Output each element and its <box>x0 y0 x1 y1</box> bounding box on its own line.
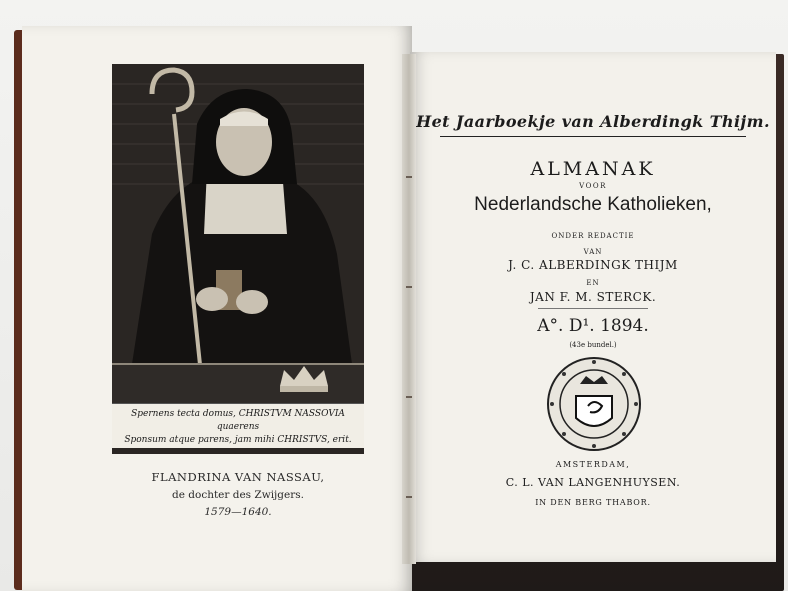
title-page <box>410 52 776 562</box>
title-voor: VOOR <box>579 182 607 190</box>
editor-rule <box>538 308 648 309</box>
binding-stitch <box>406 496 412 498</box>
header-rule <box>440 136 746 137</box>
series-header: Het Jaarboekje van Alberdingk Thijm. <box>416 112 770 131</box>
caption-name: FLANDRINA VAN NASSAU, <box>151 470 325 484</box>
binding-stitch <box>406 286 412 288</box>
publisher-seal-icon <box>546 356 642 452</box>
editor-2: JAN F. M. STERCK. <box>529 290 657 304</box>
open-book <box>14 26 784 591</box>
title-almanak: ALMANAK <box>530 158 656 180</box>
engraving-illustration <box>112 64 364 454</box>
inscription-line-1: Spernens tecta domus, CHRISTVM NASSOVIA quaerens <box>131 409 345 432</box>
book-gutter <box>402 54 416 564</box>
onder-redactie: ONDER REDACTIE <box>551 232 635 240</box>
en-label: EN <box>586 279 600 287</box>
caption-dates: 1579—1640. <box>204 506 272 518</box>
volume-number: (43e bundel.) <box>569 341 617 349</box>
engraving-inscription <box>112 403 364 448</box>
caption-subtitle: de dochter des Zwijgers. <box>172 489 304 501</box>
publisher-city: AMSTERDAM, <box>555 460 631 469</box>
editor-1: J. C. ALBERDINGK THIJM <box>508 258 678 272</box>
seal-text <box>546 452 642 453</box>
binding-stitch <box>406 176 412 178</box>
publisher-name: C. L. VAN LANGENHUYSEN. <box>505 476 681 489</box>
publication-year: A°. D¹. 1894. <box>537 316 649 336</box>
left-page <box>22 26 412 591</box>
title-subtitle: Nederlandsche Katholieken, <box>474 194 712 215</box>
inscription-line-2: Sponsum atque parens, jam mihi CHRISTVS, erit. <box>124 435 352 445</box>
van-label: VAN <box>583 248 603 256</box>
binding-stitch <box>406 396 412 398</box>
portrait-engraving <box>112 64 364 454</box>
publisher-address: IN DEN BERG THABOR. <box>535 498 651 507</box>
